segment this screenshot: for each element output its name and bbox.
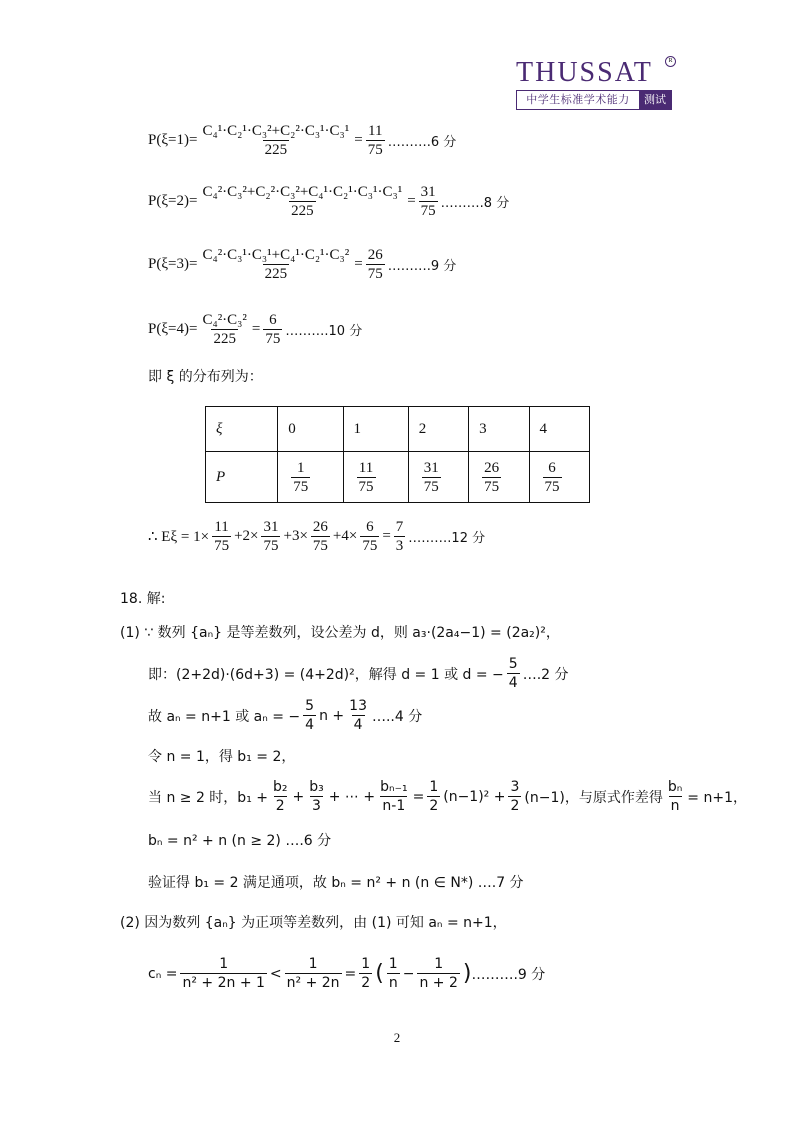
score-mark: ……….8 分 xyxy=(440,196,510,211)
q18-line-8: (2) 因为数列 {aₙ} 为正项等差数列，由 (1) 可知 aₙ = n+1， xyxy=(120,915,507,931)
registered-mark-icon: R xyxy=(665,56,676,67)
q18-line-4: 令 n = 1，得 b₁ = 2， xyxy=(148,749,296,765)
prob-lhs: P(ξ=4)= xyxy=(148,321,198,337)
score-mark: ……….12 分 xyxy=(408,531,486,546)
expectation-line: ∴ Eξ = 1× $\frac{11}{75}$ +2× $\frac{31}{75}$ +3× $\frac{26}{75}$ +4× $\frac{6}{75}$ = $\frac{7}{3}$ ……….12 分 xyxy=(148,519,486,554)
table-cell: ξ xyxy=(206,407,278,452)
question-18-title: 18. 解: xyxy=(120,591,166,607)
table-cell: $\frac{11}{75}$ xyxy=(343,452,408,503)
q18-line-7: 验证得 b₁ = 2 满足通项，故 bₙ = n² + n (n ∈ N*) ….7 分 xyxy=(148,875,524,891)
prob-line-2: P(ξ=2)= $\frac{\text{C₄²·C₃²+C₂²·C₃²+C₄¹·C₂¹·C₃¹·C₃¹}}{225}$ = $\frac{31}{75}$ ……….8 分 xyxy=(148,184,510,219)
table-cell: 0 xyxy=(278,407,343,452)
table-cell: $\frac{31}{75}$ xyxy=(408,452,468,503)
prob-result: $\frac{6}{75}$ xyxy=(265,312,281,347)
table-cell: $\frac{6}{75}$ xyxy=(529,452,589,503)
prob-fraction: $\frac{\text{C₄²·C₃²}}{225}$ xyxy=(202,312,247,347)
table-row xyxy=(206,407,590,452)
logo-tagline-bar xyxy=(516,90,672,110)
prob-line-1: P(ξ=1)= $\frac{\text{C₄¹·C₂¹·C₃²+C₂²·C₃¹·C₃¹}}{225}$ = $\frac{11}{75}$ ……….6 分 xyxy=(148,123,457,158)
prob-fraction: $\frac{\text{C₄²·C₃²+C₂²·C₃²+C₄¹·C₂¹·C₃¹·C₃¹}}{225}$ xyxy=(202,184,403,219)
score-mark: ……….10 分 xyxy=(285,324,363,339)
table-cell: 3 xyxy=(469,407,529,452)
score-mark: ……….6 分 xyxy=(387,135,457,150)
q18-line-3: 故 aₙ = n+1 或 aₙ = − $\frac{5}{4}$ n + $\frac{13}{4}$ …..4 分 xyxy=(148,698,423,733)
distribution-table xyxy=(205,406,590,503)
logo-tag-box: 测试 xyxy=(639,91,671,109)
q18-line-6: bₙ = n² + n (n ≥ 2) ….6 分 xyxy=(148,833,332,849)
score-mark: ……….9 分 xyxy=(387,259,457,274)
table-row xyxy=(206,452,590,503)
prob-fraction: $\frac{\text{C₄¹·C₂¹·C₃²+C₂²·C₃¹·C₃¹}}{225}$ xyxy=(202,123,350,158)
q18-line-9: cₙ = $\frac{1}{\text{n² + 2n + 1}}$ < $\frac{1}{\text{n² + 2n}}$ = $\frac{1}{2}$ ( $\frac{1}{n}$ − $\frac{1}{n + 2}$ ) ……….9 分 xyxy=(148,956,546,991)
table-cell: $\frac{1}{75}$ xyxy=(278,452,343,503)
q18-line-1: (1) ∵ 数列 {aₙ} 是等差数列，设公差为 d，则 a₃·(2a₄−1) = (2a₂)²， xyxy=(120,625,560,641)
prob-lhs: P(ξ=3)= xyxy=(148,256,198,272)
table-cell: 1 xyxy=(343,407,408,452)
prob-result: $\frac{31}{75}$ xyxy=(420,184,436,219)
table-cell: 4 xyxy=(529,407,589,452)
distribution-intro: 即 ξ 的分布列为： xyxy=(148,369,263,385)
table-cell: 2 xyxy=(408,407,468,452)
q18-line-5: 当 n ≥ 2 时，b₁ + $\frac{\text{b₂}}{2}$ + $\frac{\text{b₃}}{3}$ + ⋯ + $\frac{\text{bₙ₋₁}}{n-1}$ = $\frac{1}{2}$ (n−1)² + $\frac{3}{2}$ (n−1)，与原式作差得 $\frac{\text{bₙ}}{n}$ = n+1， xyxy=(148,779,747,814)
logo-wordmark: THUSSAT xyxy=(516,57,653,88)
table-cell: $\frac{26}{75}$ xyxy=(469,452,529,503)
prob-fraction: $\frac{\text{C₄²·C₃¹·C₃¹+C₄¹·C₂¹·C₃²}}{225}$ xyxy=(202,247,350,282)
prob-lhs: P(ξ=2)= xyxy=(148,193,198,209)
prob-result: $\frac{26}{75}$ xyxy=(367,247,383,282)
prob-lhs: P(ξ=1)= xyxy=(148,132,198,148)
prob-line-4: P(ξ=4)= $\frac{\text{C₄²·C₃²}}{225}$ = $\frac{6}{75}$ ……….10 分 xyxy=(148,312,363,347)
thussat-logo xyxy=(516,58,672,110)
prob-result: $\frac{11}{75}$ xyxy=(367,123,383,158)
table-cell: P xyxy=(206,452,278,503)
page-number: 2 xyxy=(393,1030,401,1045)
q18-line-2: 即：(2+2d)·(6d+3) = (4+2d)²，解得 d = 1 或 d = − $\frac{5}{4}$ ….2 分 xyxy=(148,656,569,691)
prob-line-3: P(ξ=3)= $\frac{\text{C₄²·C₃¹·C₃¹+C₄¹·C₂¹·C₃²}}{225}$ = $\frac{26}{75}$ ……….9 分 xyxy=(148,247,457,282)
logo-tagline: 中学生标准学术能力 xyxy=(526,93,630,106)
